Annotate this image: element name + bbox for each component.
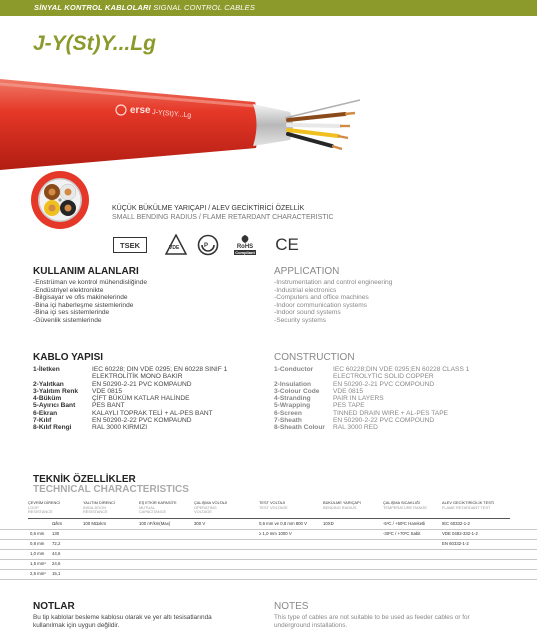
spec-row [33,410,227,417]
spec-row [274,373,469,380]
test-voltage-value: ≥ 1,0 mm 1000 V [259,531,292,536]
spec-key: 6-Screen [274,409,302,417]
spec-row [33,373,227,380]
temperature-value: -30ºC / +70ºC Sabit [383,531,421,536]
col-header-operating-voltage [194,501,227,515]
col-header-en: TEMPERATURE RANGE [383,504,428,510]
usage-title-en: APPLICATION [274,266,340,277]
ce-logo: CE [275,235,299,254]
feature-tr: KÜÇÜK BÜKÜLME YARIÇAPI / ALEV GECİKTİRİCİ ÖZELLİK [112,205,305,212]
rohs-sub-label: Compliant [235,250,255,255]
col-header-en: INSULATION [83,504,107,510]
spec-value: PES TAPE [333,402,365,410]
spec-key [274,373,333,380]
test-voltage-value: 0,6 mm ve 0,8 mm 800 V [259,521,308,526]
table-row [30,542,60,547]
construction-title-en: CONSTRUCTION [274,352,355,363]
construction-list-tr [33,366,227,432]
usage-list-tr [33,279,147,325]
col-header-insulation [83,501,115,515]
list-item: -Security systems [274,316,327,324]
spec-row [33,402,227,409]
vde-logo [165,234,187,256]
spec-value: RAL 3000 KIRMIZI [92,424,148,432]
col-header-tr: TEST VOLTAJI [259,500,286,505]
list-item: -Güvenlik sistemlerinde [33,316,102,324]
list-item: -Computers and office machines [274,294,369,302]
list-item: -Bina içi ses sistemlerinde [33,309,110,317]
core-white [288,125,340,126]
note-line: kullanılmak için uygun değildir. [33,622,120,629]
spec-key: 2-Yalıtkan [33,380,64,388]
table-gridline [0,529,537,530]
col-header-bending-radius [323,501,361,510]
spec-value: IEC 60228; DIN VDE 0295; EN 60228 SINIF 1 [92,366,228,373]
col-header-en: VOLTAGE [194,509,212,515]
spec-value: ELEKTROLİTİK MONO BAKIR [92,373,183,381]
spec-key: 7-Sheath [274,417,302,425]
list-item: -Indoor sound systems [274,309,341,317]
spec-key [33,373,92,380]
spec-key: 5-Wrapping [274,402,311,410]
spec-row [33,395,227,402]
col-header-en: BENDING RADIUS [323,504,357,510]
category-tr: SİNYAL KONTROL KABLOLARI [34,3,151,12]
spec-key: 7-Kılıf [33,417,52,425]
category-en: SIGNAL CONTROL CABLES [153,3,256,12]
usage-title-tr: KULLANIM ALANLARI [33,266,139,277]
product-title: J-Y(St)Y...Lg [33,32,156,55]
temperature-value: -5ºC / +50ºC Hareketli [383,521,426,526]
loop-value: 72,2 [52,541,61,546]
col-header-tr: YALITIM DİRENCİ [83,500,115,505]
loop-size: 2,5 mm² [30,571,46,576]
table-header-divider [28,518,510,519]
spec-row [274,388,469,395]
cross-section-graphic [30,170,90,230]
spec-row [274,402,469,409]
spec-row [274,424,469,431]
spec-key: 8-Kılıf Rengi [33,424,72,432]
table-gridline [0,569,537,570]
spec-value: EN 50290-2-21 PVC COMPOUND [333,380,435,388]
spec-row [33,417,227,424]
spec-key: 6-Ekran [33,409,58,417]
loop-unit: Ω/km [52,521,63,526]
loop-value: 130 [52,531,60,536]
spec-value: VDE 0815 [333,387,364,395]
spec-row [274,410,469,417]
spec-value: ÇİFT BÜKÜM KATLAR HALİNDE [92,395,190,403]
table-row [30,572,60,577]
list-item: -Instrumentation and control engineering [274,279,393,286]
gost-icon [197,234,219,256]
gost-logo [197,234,219,256]
table-gridline [0,559,537,560]
spec-value: VDE 0815 [92,387,123,395]
list-item: -Industrial electronics [274,286,337,294]
note-line: underground installations. [274,622,348,629]
list-item: -Enstrüman ve kontrol mühendisliğinde [33,279,147,286]
flame-test-value: VDE 0482-332-1-2 [442,531,478,536]
cable-sheath [0,79,259,170]
spec-row [274,366,469,373]
notes-text-tr [33,614,212,630]
cable-print: J-Y(St)Y...Lg [151,109,192,120]
usage-list-en [274,279,392,325]
spec-value: EN 50290-2-21 PVC KOMPAUND [92,380,192,388]
spec-key: 8-Sheath Colour [274,424,325,432]
col-header-en: TEST VOLTAGE [259,504,288,510]
col-header-en: FLAME RETARDANT TEST [442,504,491,510]
spec-row [274,395,469,402]
header-category [34,3,255,12]
capacitance-value: 100 nF/km(Max) [139,521,171,526]
spec-key: 2-Insulation [274,380,311,388]
list-item: -Endüstriyel elektronikte [33,286,104,294]
col-header-tr: ALEV GECİKTİRİCİLİK TESTİ [442,500,495,505]
construction-title-tr: KABLO YAPISI [33,352,104,363]
spec-key: 1-İletken [33,366,60,373]
cable-brand: erse [130,105,151,116]
spec-value: PES BANT [92,402,125,410]
cable-illustration [0,74,537,174]
col-header-en: CAPACITANCE [139,509,167,515]
spec-key: 4-Büküm [33,395,62,403]
col-header-tr: BÜKÜLME YARIÇAPI [323,500,361,505]
feature-en: SMALL BENDING RADIUS / FLAME RETARDANT CHARACTERISTIC [112,214,334,221]
col-header-tr: ÇALIŞMA SICAKLIĞI [383,500,420,505]
technical-title-tr: TEKNİK ÖZELLİKLER [33,474,136,485]
col-header-temperature [383,501,427,510]
bending-radius-value: 10XD [323,521,334,526]
spec-value: TINNED DRAIN WIRE + AL-PES TAPE [333,409,448,417]
col-header-tr: EŞ ETKİR KAPASİTE [139,500,177,505]
spec-row [33,381,227,388]
loop-value: 24,6 [52,561,61,566]
spec-value: PAIR IN LAYERS [333,395,384,403]
table-gridline [0,549,537,550]
col-header-en: RESISTANCE [83,509,108,515]
loop-value: 15,1 [52,571,61,576]
header-bar [0,0,537,16]
spec-value: EN 50290-2-22 PVC COMPOUND [333,417,435,425]
loop-size: 1,5 mm² [30,561,46,566]
col-header-en: RESISTANCE [28,509,53,515]
loop-size: 0,8 mm [30,541,45,546]
spec-value: EN 50290-2-22 PVC KOMPAUND [92,417,192,425]
spec-key: 3-Colour Code [274,387,320,395]
note-line: Bu tip kablolar besleme kablosu olarak ve yer altı tesisatlarında [33,614,212,621]
col-header-tr: ÇEVRİM DİRENCİ [28,500,61,505]
spec-key: 1-Conductor [274,366,314,373]
rohs-logo [231,234,259,256]
col-header-en: MUTUAL [139,504,155,510]
list-item: -Bina içi haberleşme sistemlerinde [33,301,134,309]
svg-text:P: P [204,243,209,249]
spec-row [274,417,469,424]
cable-graphic [0,74,537,174]
table-row [30,562,60,567]
table-row [30,532,59,537]
col-header-en: LOOP [28,504,39,510]
technical-title-en: TECHNICAL CHARACTERISTICS [33,484,189,495]
list-item: -Bilgisayar ve ofis makinelerinde [33,294,128,302]
operating-voltage-value: 300 V [194,521,206,526]
notes-text-en [274,614,470,630]
vde-label: VDE [169,245,180,251]
spec-value: KALAYLI TOPRAK TELİ + AL-PES BANT [92,409,213,417]
rohs-leaf-icon [231,235,259,244]
insulation-value: 100 MΩxkm [83,521,107,526]
flame-test-value: EN 60332-1-2 [442,541,469,546]
flame-test-value: IEC 60332-1-2 [442,521,470,526]
spec-row [33,424,227,431]
list-item: -Indoor communication systems [274,301,368,309]
col-header-loop [28,501,60,515]
construction-list-en [274,366,469,432]
notes-title-en: NOTES [274,601,309,612]
loop-size: 1,0 mm [30,551,45,556]
col-header-en: OPERATING [194,504,217,510]
col-header-flame-test [442,501,494,510]
rohs-label: RoHS [236,244,254,250]
spec-value: ELECTROLYTIC SOLID COPPER [333,373,434,381]
tsek-logo: TSEK [113,237,147,253]
loop-value: 44,6 [52,551,61,556]
loop-size: 0,6 mm [30,531,45,536]
cable-cross-section [30,170,90,235]
col-header-tr: ÇALIŞMA VOLTAJI [194,500,228,505]
col-header-test-voltage [259,501,288,510]
table-gridline [0,579,537,580]
table-row [30,552,60,557]
spec-key: 3-Yalıtım Renk [33,387,79,395]
table-gridline [0,539,537,540]
spec-row [274,381,469,388]
col-header-capacitance [139,501,177,515]
spec-key: 5-Ayırıcı Bant [33,402,76,410]
notes-title-tr: NOTLAR [33,601,75,612]
spec-value: RAL 3000 RED [333,424,378,432]
spec-key: 4-Stranding [274,395,311,403]
spec-value: IEC 60228;DIN VDE 0295;EN 60228 CLASS 1 [333,366,470,373]
note-line: This type of cables are not suitable to be used as feeder cables or for [274,614,470,621]
